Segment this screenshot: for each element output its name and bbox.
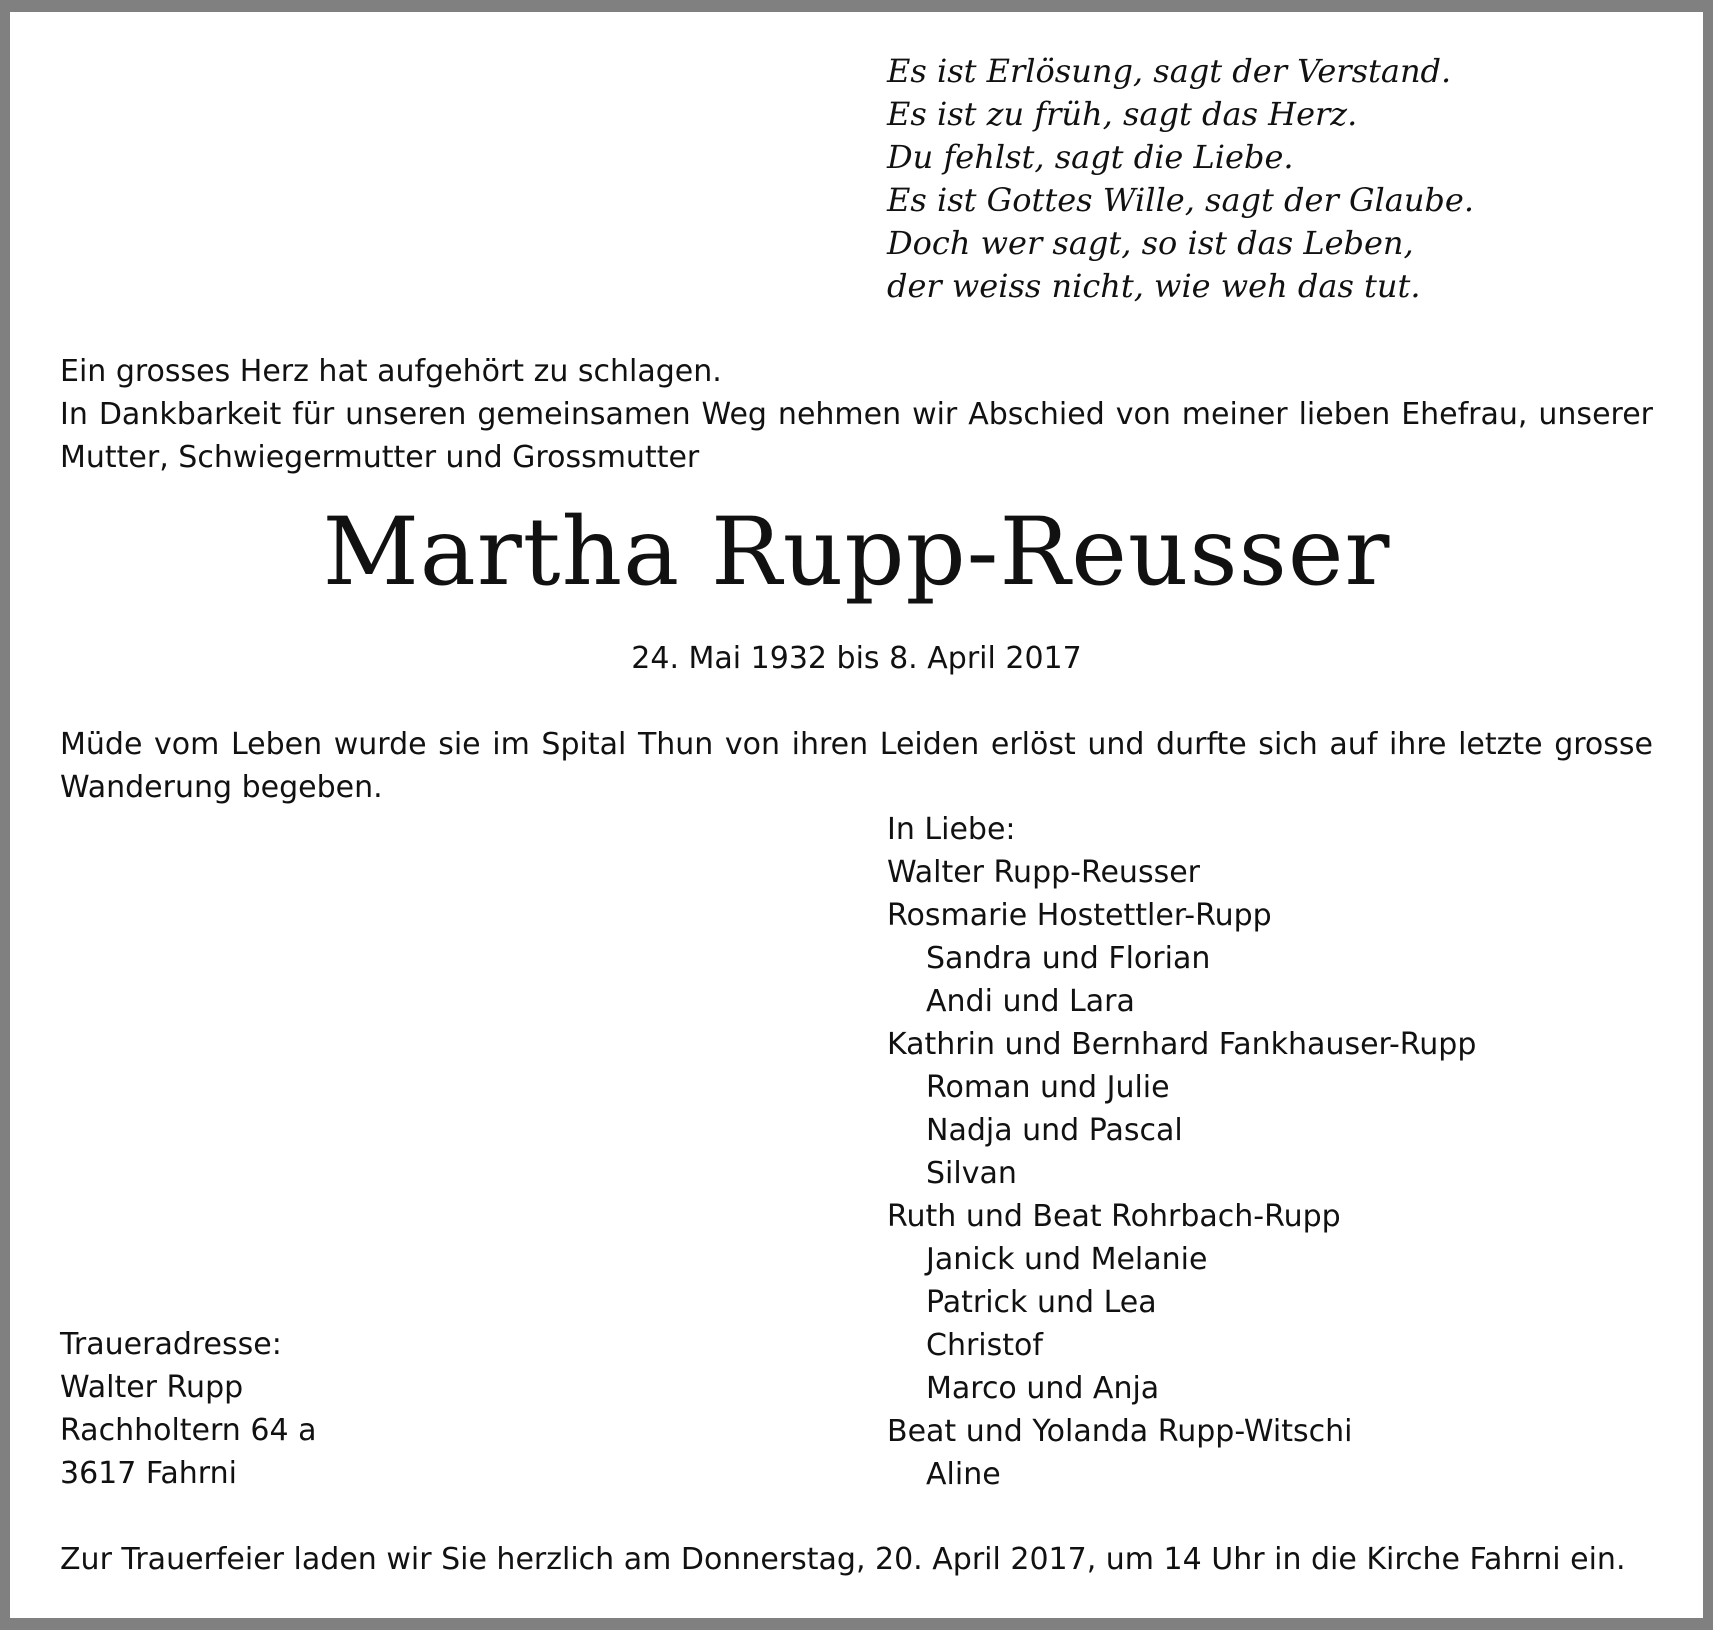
deceased-name: Martha Rupp-Reusser: [322, 498, 1391, 607]
poem-line: Es ist Erlösung, sagt der Verstand.: [887, 52, 1452, 90]
poem: [887, 50, 1647, 308]
mourner-grandchild: Christof: [926, 1328, 1043, 1363]
mourner-family: Kathrin und Bernhard Fankhauser-Rupp: [887, 1027, 1477, 1062]
funeral-service-notice: Zur Trauerfeier laden wir Sie herzlich am Donnerstag, 20. April 2017, um 14 Uhr in die Kirche Fahrni ein.: [60, 1542, 1626, 1577]
address-label: Traueradresse:: [60, 1327, 282, 1362]
mourner-grandchild: Marco und Anja: [926, 1371, 1160, 1406]
mourner-family: Walter Rupp-Reusser: [887, 855, 1200, 890]
mourning-address: [60, 1323, 660, 1495]
mourner-family: Rosmarie Hostettler-Rupp: [887, 898, 1272, 933]
poem-line: Doch wer sagt, so ist das Leben,: [887, 224, 1414, 262]
mourner-grandchild: Aline: [926, 1457, 1001, 1492]
mourners-list: [887, 808, 1667, 1496]
mourner-grandchild: Nadja und Pascal: [926, 1113, 1183, 1148]
life-dates: 24. Mai 1932 bis 8. April 2017: [631, 641, 1082, 676]
mourner-entries: [887, 851, 1667, 1496]
poem-line: Es ist Gottes Wille, sagt der Glaube.: [887, 181, 1475, 219]
address-name: Walter Rupp: [60, 1370, 244, 1405]
poem-line: der weiss nicht, wie weh das tut.: [887, 267, 1421, 305]
mourner-grandchild: Janick und Melanie: [926, 1242, 1208, 1277]
mourner-family: Beat und Yolanda Rupp-Witschi: [887, 1414, 1353, 1449]
mourner-family: Ruth und Beat Rohrbach-Rupp: [887, 1199, 1341, 1234]
address-street: Rachholtern 64 a: [60, 1413, 317, 1448]
mourners-heading: In Liebe:: [887, 812, 1016, 847]
intro-paragraph: In Dankbarkeit für unseren gemeinsamen Weg nehmen wir Abschied von meiner lieben Ehefrau, unserer Mutter, Schwiegermutter und Grossmutter: [60, 397, 1653, 475]
poem-line: Es ist zu früh, sagt das Herz.: [887, 95, 1358, 133]
mourner-grandchild: Sandra und Florian: [926, 941, 1211, 976]
mourner-grandchild: Andi und Lara: [926, 984, 1135, 1019]
intro-line: Ein grosses Herz hat aufgehört zu schlagen.: [60, 354, 722, 389]
mourner-grandchild: Patrick und Lea: [926, 1285, 1157, 1320]
mourner-grandchild: Silvan: [926, 1156, 1017, 1191]
mourner-grandchild: Roman und Julie: [926, 1070, 1170, 1105]
poem-line: Du fehlst, sagt die Liebe.: [887, 138, 1294, 176]
address-city: 3617 Fahrni: [60, 1456, 237, 1491]
passing-paragraph: Müde vom Leben wurde sie im Spital Thun von ihren Leiden erlöst und durfte sich auf ihre letzte grosse Wanderung begeben.: [60, 727, 1653, 805]
